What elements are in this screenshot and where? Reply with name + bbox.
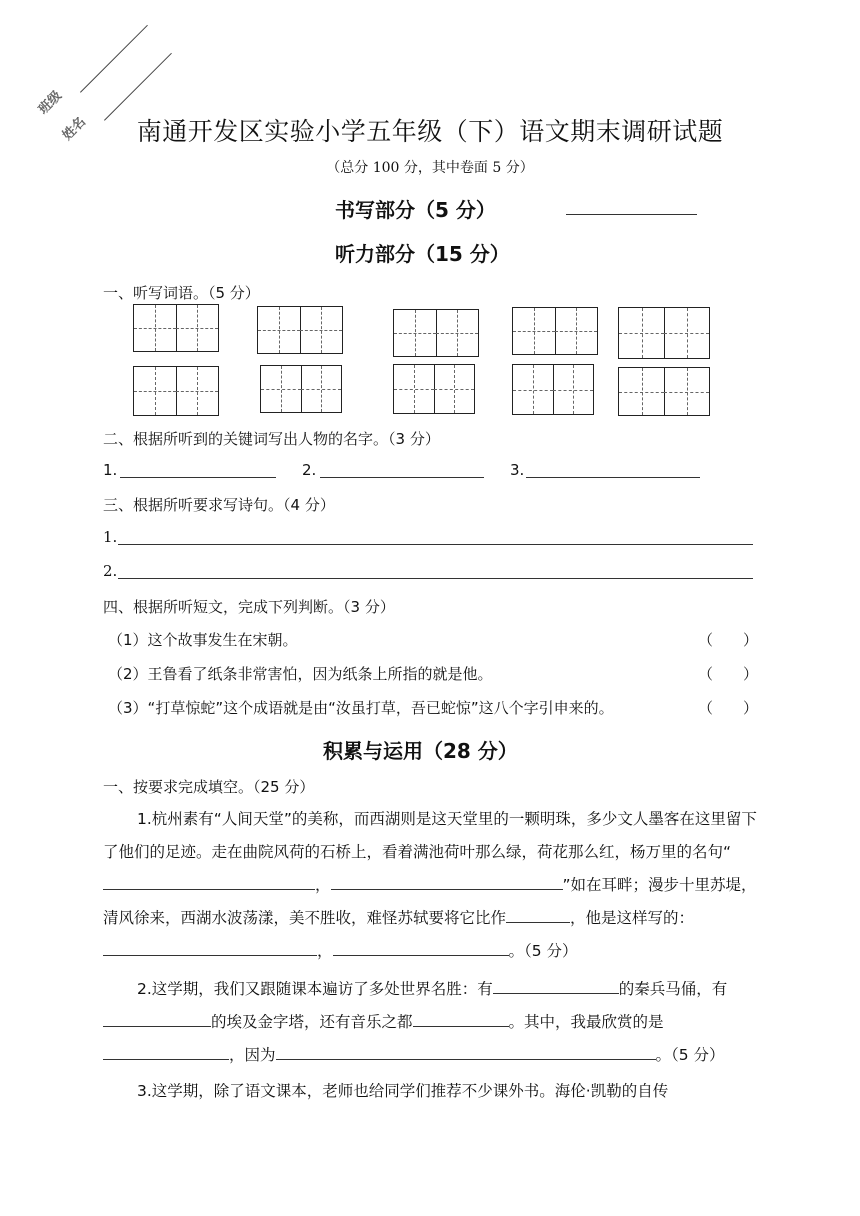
listening-q3-label: 三、根据所听要求写诗句。（4 分） xyxy=(103,496,335,514)
p2-text: 的秦兵马俑，有 xyxy=(618,980,728,998)
q2-answer-line[interactable] xyxy=(526,477,700,478)
accumulation-q1-label: 一、按要求完成填空。（25 分） xyxy=(103,778,315,796)
p2-text: 。其中，我最欣赏的是 xyxy=(508,1013,664,1031)
page-title: 南通开发区实验小学五年级（下）语文期末调研试题 xyxy=(136,117,724,146)
writing-heading: 书写部分（5 分） xyxy=(335,198,496,222)
q4-answer-paren[interactable]: （ ） xyxy=(698,631,759,649)
fill-in-paragraph-1 xyxy=(103,803,758,968)
q4-answer-paren[interactable]: （ ） xyxy=(698,665,759,683)
q3-item-number: 1. xyxy=(103,528,118,546)
listening-heading: 听力部分（15 分） xyxy=(335,242,510,266)
dictation-box[interactable] xyxy=(393,364,475,414)
p2-blank[interactable] xyxy=(493,977,619,994)
p2-text: ，因为 xyxy=(229,1046,276,1064)
class-line[interactable] xyxy=(80,25,148,93)
p2-blank[interactable] xyxy=(413,1010,509,1027)
accumulation-heading: 积累与运用（28 分） xyxy=(323,739,518,763)
p1-text: ”如在耳畔；漫步十里苏堤，清风徐来，西湖水波荡漾，美不胜收，难怪苏轼要将它比作 xyxy=(103,876,757,927)
q3-answer-line[interactable] xyxy=(118,544,753,545)
dictation-box[interactable] xyxy=(393,309,479,357)
fill-in-paragraph-3 xyxy=(103,1075,758,1108)
listening-q2-label: 二、根据所听到的关键词写出人物的名字。（3 分） xyxy=(103,430,440,448)
p1-blank[interactable] xyxy=(331,873,563,890)
listening-q1-label: 一、听写词语。（5 分） xyxy=(103,284,260,302)
p1-text: ， xyxy=(315,876,331,894)
q4-statement: （3）“打草惊蛇”这个成语就是由“汝虽打草，吾已蛇惊”这八个字引申来的。 xyxy=(108,699,614,717)
name-line[interactable] xyxy=(104,53,172,121)
q2-item-number: 2. xyxy=(302,461,317,479)
fill-in-paragraph-2 xyxy=(103,973,758,1072)
p1-text: ，他是这样写的： xyxy=(570,909,695,927)
q3-item-number: 2. xyxy=(103,562,118,580)
writing-score-line[interactable] xyxy=(566,214,697,215)
listening-q4-label: 四、根据所听短文，完成下列判断。（3 分） xyxy=(103,598,395,616)
p1-blank[interactable] xyxy=(506,906,570,923)
p2-text: 的埃及金字塔，还有音乐之都 xyxy=(211,1013,413,1031)
p2-text: 2.这学期，我们又跟随课本遍访了多处世界名胜：有 xyxy=(137,980,493,998)
q2-answer-line[interactable] xyxy=(120,477,276,478)
dictation-box[interactable] xyxy=(512,307,598,355)
p3-text: 3.这学期，除了语文课本，老师也给同学们推荐不少课外书。海伦·凯勒的自传 xyxy=(137,1082,669,1100)
p1-blank[interactable] xyxy=(333,939,509,956)
p1-text: 。（5 分） xyxy=(508,942,578,960)
p1-blank[interactable] xyxy=(103,939,317,956)
dictation-box[interactable] xyxy=(257,306,343,354)
class-label: 班级 xyxy=(35,88,65,118)
q4-statement: （2）王鲁看了纸条非常害怕，因为纸条上所指的就是他。 xyxy=(108,665,493,683)
dictation-box[interactable] xyxy=(512,364,594,415)
p1-text: ， xyxy=(317,942,333,960)
p2-blank[interactable] xyxy=(276,1043,656,1060)
dictation-box[interactable] xyxy=(133,304,219,352)
q2-item-number: 3. xyxy=(510,461,525,479)
p1-blank[interactable] xyxy=(103,873,315,890)
page-subtitle: （总分 100 分，其中卷面 5 分） xyxy=(326,160,534,176)
dictation-box[interactable] xyxy=(618,307,710,359)
q2-item-number: 1. xyxy=(103,461,118,479)
dictation-box[interactable] xyxy=(133,366,219,416)
q2-answer-line[interactable] xyxy=(320,477,484,478)
dictation-box[interactable] xyxy=(618,367,710,416)
q4-statement: （1）这个故事发生在宋朝。 xyxy=(108,631,298,649)
p2-blank[interactable] xyxy=(103,1010,211,1027)
p2-text: 。（5 分） xyxy=(655,1046,725,1064)
p2-blank[interactable] xyxy=(103,1043,229,1060)
p1-text: 1.杭州素有“人间天堂”的美称，而西湖则是这天堂里的一颗明珠，多少文人墨客在这里留下了他们的足迹。走在曲院风荷的石桥上，看着满池荷叶那么绿，荷花那么红，杨万里的名句“ xyxy=(103,810,757,861)
name-label: 姓名 xyxy=(59,114,89,144)
q3-answer-line[interactable] xyxy=(118,578,753,579)
dictation-box[interactable] xyxy=(260,365,342,413)
q4-answer-paren[interactable]: （ ） xyxy=(698,699,759,717)
